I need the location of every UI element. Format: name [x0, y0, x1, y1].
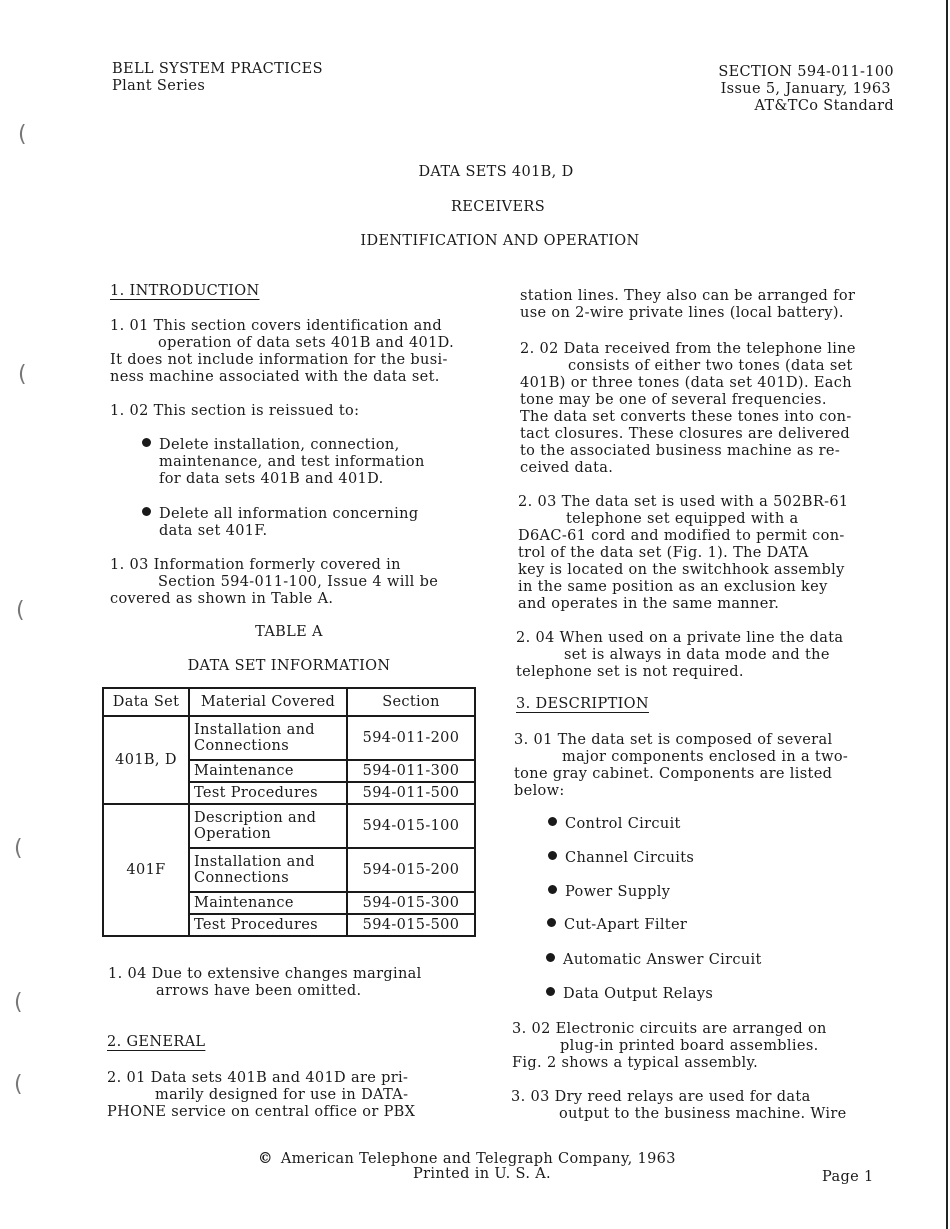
- text-line: 2. 04 When used on a private line the data: [516, 630, 844, 646]
- paragraph-continuation: [520, 288, 896, 322]
- table-cell-material: Maintenance: [189, 892, 347, 914]
- text-line: ness machine associated with the data set.: [110, 369, 440, 385]
- heading-general: 2. GENERAL: [107, 1034, 206, 1050]
- bullet-text: [159, 506, 418, 540]
- title-line1: DATA SETS 401B, D: [418, 164, 574, 180]
- text-line: consists of either two tones (data set: [568, 358, 853, 374]
- text-line: Delete installation, connection,: [159, 437, 400, 453]
- text-line: below:: [514, 783, 565, 799]
- list-item: [548, 816, 681, 833]
- text-line: tone gray cabinet. Components are listed: [514, 766, 833, 782]
- bullet-icon: [546, 987, 555, 996]
- paragraph-1-04: [108, 966, 484, 1000]
- data-set-table: [102, 687, 476, 937]
- text-line: set is always in data mode and the: [564, 647, 830, 663]
- text-line: plug-in printed board assemblies.: [560, 1038, 819, 1054]
- margin-mark: (: [18, 362, 27, 387]
- list-item: [548, 884, 670, 901]
- text-line: Delete all information concerning: [159, 506, 419, 522]
- footer-printed: Printed in U. S. A.: [413, 1166, 552, 1182]
- table-cell-material: [189, 716, 347, 760]
- margin-mark: (: [18, 122, 27, 147]
- table-cell-material: Test Procedures: [189, 782, 347, 804]
- bullet-icon: [548, 851, 557, 860]
- text-line: 2. 02 Data received from the telephone line: [520, 341, 856, 357]
- table-row: [103, 804, 475, 848]
- text-line: PHONE service on central office or PBX: [107, 1104, 416, 1120]
- text-line: covered as shown in Table A.: [110, 591, 334, 607]
- header-left-line2: Plant Series: [112, 78, 206, 94]
- text-line: It does not include information for the busi-: [110, 352, 448, 368]
- text-line: trol of the data set (Fig. 1). The DATA: [518, 545, 809, 561]
- text-line: output to the business machine. Wire: [559, 1106, 847, 1122]
- list-item: [548, 850, 694, 867]
- text-line: Fig. 2 shows a typical assembly.: [512, 1055, 759, 1071]
- text-line: for data sets 401B and 401D.: [159, 471, 384, 487]
- paragraph-2-01: [107, 1070, 483, 1121]
- text-line: 2. 03 The data set is used with a 502BR-61: [518, 494, 849, 510]
- text-line: Operation: [194, 826, 272, 842]
- text-line: Connections: [194, 738, 290, 754]
- text-line: 3. 02 Electronic circuits are arranged on: [512, 1021, 827, 1037]
- table-title: TABLE A: [255, 624, 323, 640]
- table-cell-section: 594-015-500: [347, 914, 475, 936]
- bullet-icon: [548, 885, 557, 894]
- text-line: Installation and: [194, 722, 315, 738]
- table-cell-material: Test Procedures: [189, 914, 347, 936]
- list-item-label: Control Circuit: [565, 816, 681, 832]
- table-header: Data Set: [103, 688, 189, 716]
- table-cell-section: 594-011-200: [347, 716, 475, 760]
- header-standard: AT&TCo Standard: [754, 98, 894, 114]
- bullet-item: [142, 506, 159, 523]
- copyright-text: American Telephone and Telegraph Company, 1963: [280, 1151, 676, 1167]
- text-line: maintenance, and test information: [159, 454, 425, 470]
- text-line: in the same position as an exclusion key: [518, 579, 828, 595]
- table-cell-material: [189, 848, 347, 892]
- table-cell-material: Maintenance: [189, 760, 347, 782]
- page-number: Page 1: [822, 1169, 874, 1185]
- text-line: Installation and: [194, 854, 315, 870]
- text-line: Connections: [194, 870, 290, 886]
- paragraph-3-02: [512, 1021, 888, 1072]
- table-cell-section: 594-011-500: [347, 782, 475, 804]
- copyright-icon: ©: [258, 1150, 273, 1167]
- table-cell-data-set: 401F: [103, 804, 189, 936]
- text-line: 3. 03 Dry reed relays are used for data: [511, 1089, 811, 1105]
- table-cell-section: 594-011-300: [347, 760, 475, 782]
- list-item: [547, 917, 687, 934]
- list-item: [546, 952, 762, 969]
- header-left-line1: BELL SYSTEM PRACTICES: [112, 61, 323, 77]
- heading-description: 3. DESCRIPTION: [516, 696, 649, 712]
- bullet-item: [142, 437, 159, 454]
- bullet-icon: [142, 438, 151, 447]
- table-header: Material Covered: [189, 688, 347, 716]
- table-cell-section: 594-015-200: [347, 848, 475, 892]
- text-line: 3. 01 The data set is composed of several: [514, 732, 833, 748]
- text-line: telephone set is not required.: [516, 664, 744, 680]
- text-line: Description and: [194, 810, 317, 826]
- bullet-text: [159, 437, 425, 488]
- heading-introduction: 1. INTRODUCTION: [110, 283, 260, 299]
- text-line: to the associated business machine as re-: [520, 443, 841, 459]
- table-cell-material: [189, 804, 347, 848]
- text-line: data set 401F.: [159, 523, 268, 539]
- text-line: 1. 01 This section covers identification and: [110, 318, 442, 334]
- text-line: major components enclosed in a two-: [562, 749, 849, 765]
- bullet-icon: [548, 817, 557, 826]
- title-line2: RECEIVERS: [451, 199, 545, 215]
- paragraph-2-04: [516, 630, 892, 681]
- bullet-icon: [546, 953, 555, 962]
- paragraph-2-02: [520, 341, 896, 477]
- text-line: and operates in the same manner.: [518, 596, 780, 612]
- table-header: Section: [347, 688, 475, 716]
- text-line: marily designed for use in DATA-: [155, 1087, 409, 1103]
- text-line: The data set converts these tones into con-: [520, 409, 852, 425]
- text-line: tone may be one of several frequencies.: [520, 392, 827, 408]
- margin-mark: (: [14, 1072, 23, 1097]
- paragraph-1-03: [110, 557, 486, 608]
- text-line: key is located on the switchhook assembly: [518, 562, 845, 578]
- table-cell-data-set: 401B, D: [103, 716, 189, 804]
- text-line: 401B) or three tones (data set 401D). Each: [520, 375, 852, 391]
- table-subtitle: DATA SET INFORMATION: [187, 658, 391, 674]
- title-line3: IDENTIFICATION AND OPERATION: [360, 233, 640, 249]
- table-cell-section: 594-015-100: [347, 804, 475, 848]
- bullet-icon: [142, 507, 151, 516]
- table-header-row: [103, 688, 475, 716]
- margin-mark: (: [14, 990, 23, 1015]
- text-line: arrows have been omitted.: [156, 983, 362, 999]
- paragraph-1-02: 1. 02 This section is reissued to:: [110, 403, 360, 419]
- list-item-label: Channel Circuits: [565, 850, 695, 866]
- list-item: [546, 986, 713, 1003]
- table-cell-section: 594-015-300: [347, 892, 475, 914]
- list-item-label: Data Output Relays: [563, 986, 714, 1002]
- text-line: tact closures. These closures are delivered: [520, 426, 851, 442]
- table-row: [103, 716, 475, 760]
- text-line: D6AC-61 cord and modified to permit con-: [518, 528, 845, 544]
- text-line: 1. 04 Due to extensive changes marginal: [108, 966, 422, 982]
- paragraph-2-03: [518, 494, 894, 613]
- text-line: ceived data.: [520, 460, 614, 476]
- header-issue: Issue 5, January, 1963: [720, 81, 891, 97]
- text-line: operation of data sets 401B and 401D.: [158, 335, 455, 351]
- list-item-label: Cut-Apart Filter: [564, 917, 688, 933]
- text-line: 2. 01 Data sets 401B and 401D are pri-: [107, 1070, 409, 1086]
- text-line: use on 2-wire private lines (local battery).: [520, 305, 844, 321]
- text-line: telephone set equipped with a: [566, 511, 799, 527]
- margin-mark: (: [16, 598, 25, 623]
- list-item-label: Power Supply: [565, 884, 671, 900]
- text-line: Section 594-011-100, Issue 4 will be: [158, 574, 439, 590]
- margin-mark: (: [14, 836, 23, 861]
- header-section-number: SECTION 594-011-100: [718, 64, 894, 80]
- bullet-icon: [547, 918, 556, 927]
- paragraph-3-01: [514, 732, 890, 800]
- paragraph-3-03: [511, 1089, 887, 1123]
- text-line: station lines. They also can be arranged for: [520, 288, 856, 304]
- paragraph-1-01: [110, 318, 486, 386]
- text-line: 1. 03 Information formerly covered in: [110, 557, 401, 573]
- page-edge-rule: [946, 0, 948, 1229]
- list-item-label: Automatic Answer Circuit: [563, 952, 762, 968]
